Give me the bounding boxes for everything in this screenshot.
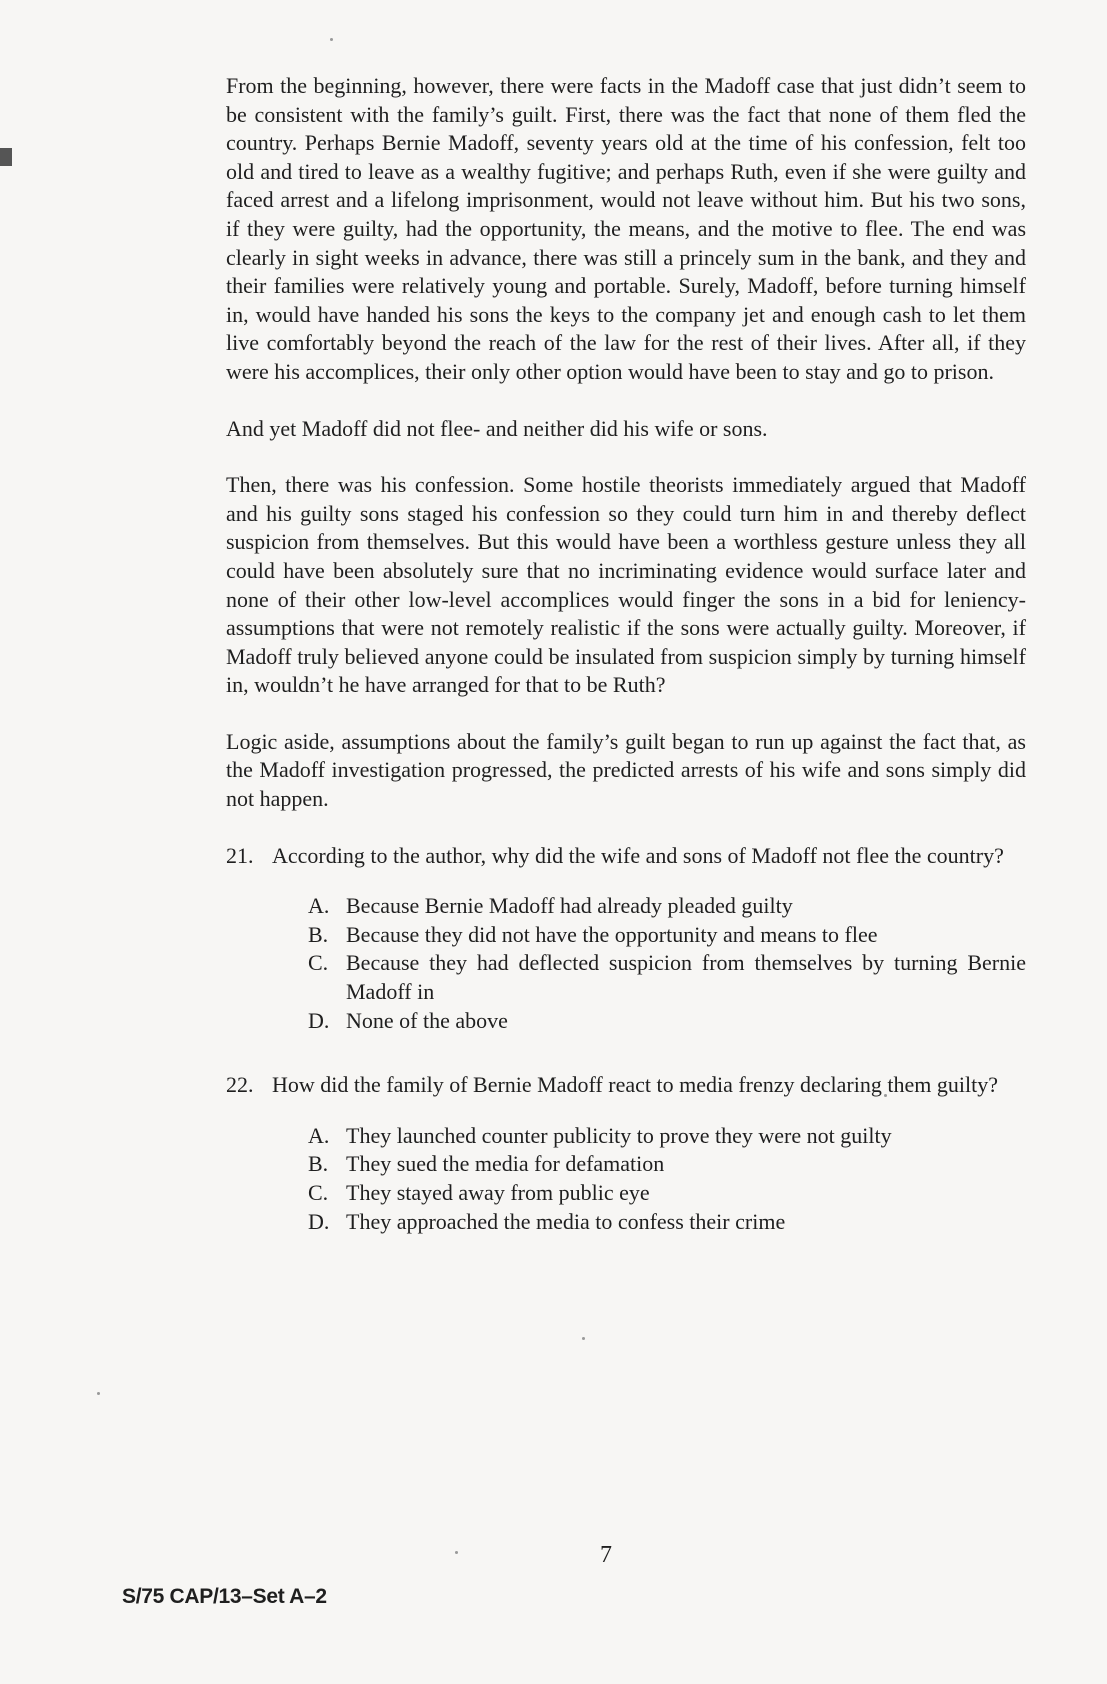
passage-paragraph: From the beginning, however, there were facts in the Madoff case that just didn’t seem to be consistent with the family’s guilt. First, there was the fact that none of them fled the country. Perhaps Bernie Madoff, seventy years old at the time of his confession, felt too old and tired to leave as a wealthy fugitive; and perhaps Ruth, even if she were guilty and faced arrest and a lifelong imprisonment, would not leave without him. But his two sons, if they were guilty, had the opportunity, the means, and the motive to flee. The end was clearly in sight weeks in advance, there was still a princely sum in the bank, and they and their families were relatively young and portable. Surely, Madoff, before turning himself in, would have handed his sons the keys to the company jet and enough cash to let them live comfortably beyond the reach of the law for the rest of their lives. After all, if they were his accomplices, their only other option would have been to stay and go to prison.	[226, 73, 1026, 384]
question-21	[226, 842, 1026, 1036]
option-letter: B.	[308, 1151, 329, 1177]
answer-options	[308, 892, 1026, 1035]
question-stem	[226, 842, 1026, 871]
passage-paragraph: Logic aside, assumptions about the family’s guilt began to run up against the fact that, as the Madoff investigation progressed, the predicted arrests of his wife and sons simply did not happen.	[226, 728, 1026, 812]
page-number: 7	[600, 1542, 612, 1568]
option-text: Because they did not have the opportunity and means to flee	[346, 921, 878, 947]
question-text: How did the family of Bernie Madoff react to media frenzy declaring them guilty?	[272, 1072, 998, 1098]
option-letter: A.	[308, 893, 330, 919]
answer-option-c[interactable]	[308, 949, 1026, 1006]
answer-option-a[interactable]	[308, 892, 1026, 921]
question-number: 22.	[226, 1072, 254, 1098]
answer-option-b[interactable]	[308, 1150, 1026, 1179]
answer-options	[308, 1122, 1026, 1236]
option-text: Because they had deflected suspicion from themselves by turning Bernie Madoff in	[346, 950, 1026, 1005]
question-22	[226, 1071, 1026, 1236]
question-number: 21.	[226, 842, 254, 868]
option-letter: D.	[308, 1208, 330, 1234]
exam-set-code: S/75 CAP/13–Set A–2	[122, 1585, 327, 1608]
answer-option-c[interactable]	[308, 1179, 1026, 1208]
option-text: Because Bernie Madoff had already pleaded guilty	[346, 893, 793, 919]
option-text: They sued the media for defamation	[346, 1151, 665, 1177]
option-letter: C.	[308, 950, 329, 976]
answer-option-a[interactable]	[308, 1122, 1026, 1151]
option-text: They approached the media to confess their crime	[346, 1208, 786, 1234]
passage-paragraph: And yet Madoff did not flee- and neither did his wife or sons.	[226, 415, 768, 441]
question-stem	[226, 1071, 1026, 1100]
answer-option-b[interactable]	[308, 921, 1026, 950]
option-text: They launched counter publicity to prove they were not guilty	[346, 1122, 892, 1148]
answer-option-d[interactable]	[308, 1007, 1026, 1036]
scan-margin-mark	[0, 148, 12, 166]
scan-speck	[455, 1551, 458, 1554]
answer-option-d[interactable]	[308, 1208, 1026, 1237]
option-text: None of the above	[346, 1007, 508, 1033]
option-text: They stayed away from public eye	[346, 1180, 650, 1205]
page-content	[226, 72, 1026, 1236]
scan-speck	[330, 38, 333, 41]
scan-speck	[582, 1337, 585, 1340]
option-letter: B.	[308, 921, 329, 947]
option-letter: A.	[308, 1122, 330, 1148]
scan-speck	[97, 1392, 100, 1395]
question-text: According to the author, why did the wife and sons of Madoff not flee the country?	[272, 842, 1004, 868]
option-letter: D.	[308, 1007, 330, 1033]
option-letter: C.	[308, 1180, 329, 1205]
passage-paragraph: Then, there was his confession. Some hostile theorists immediately argued that Madoff and his guilty sons staged his confession so they could turn him in and thereby deflect suspicion from themselves. But this would have been a worthless gesture unless they all could have been absolutely sure that no incriminating evidence would surface later and none of their other low-level accomplices would finger the sons in a bid for leniency-assumptions that were not remotely realistic if the sons were actually guilty. Moreover, if Madoff truly believed anyone could be insulated from suspicion simply by turning himself in, wouldn’t he have arranged for that to be Ruth?	[226, 472, 1026, 698]
